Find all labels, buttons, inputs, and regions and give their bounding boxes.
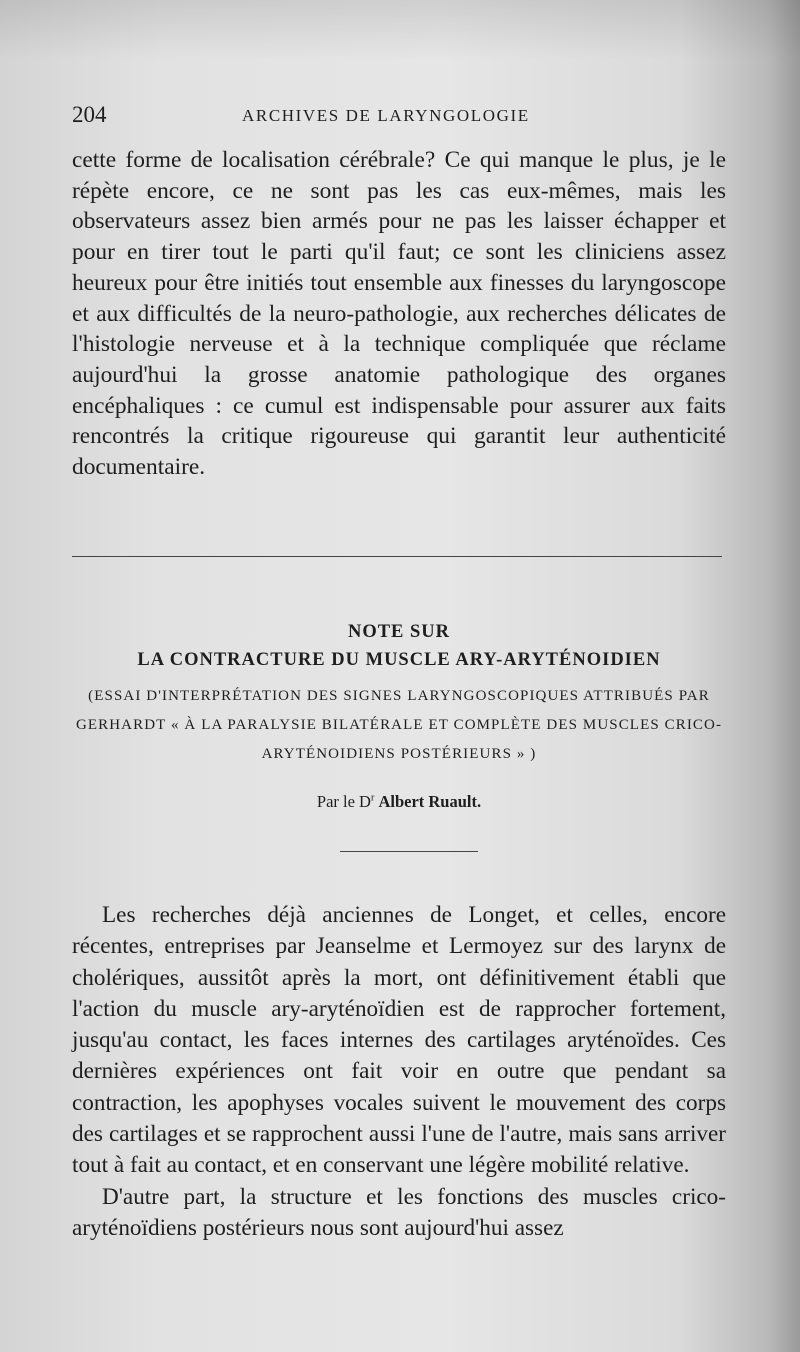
running-title: ARCHIVES DE LARYNGOLOGIE [242,106,530,125]
title-line-1: NOTE SUR [347,622,451,642]
author-superscript: r [370,792,375,804]
continued-paragraph: cette forme de localisation cérébrale? Ce qui manque le plus, je le répète encore, ce ne sont pas les cas eux-mêmes, mais les observateurs assez bien armés pour ne pas les laisser échapper et pour en tirer tout le parti qu'il faut; ce sont les cliniciens assez heureux pour être initiés tout ensemble aux finesses du laryngoscope et aux difficultés de la neuro-pathologie, aux recherches délicates de l'histologie nerveuse et à la technique compliquée que réclame aujourd'hui la grosse anatomie pathologique des organes encéphaliques : ce cumul est indispensable pour assurer aux faits rencontrés la critique rigoureuse qui garantit leur authenticité documentaire. [72,147,726,481]
page-shadow [0,0,800,60]
body-paragraph: Les recherches déjà anciennes de Longet, et celles, encore récentes, entreprises par Jeanselme et Lermoyez sur des larynx de cholériques, aussitôt après la mort, ont définitivement établi que l'action du muscle ary-aryténoïdien est de rapprocher fortement, jusqu'au contact, les faces internes des cartilages aryténoïdes. Ces dernières expériences ont fait voir en outre que pendant sa contraction, les apophyses vocales suivent le mouvement des corps des cartilages et se rapprochent aussi l'une de l'autre, mais sans arriver tout à fait au contact, et en conservant une légère mobilité relative. [72,902,726,1179]
article-subtitle: (ESSAI D'INTERPRÉTATION DES SIGNES LARYNGOSCOPIQUES ATTRIBUÉS PAR GERHARDT « À LA PARALYSIE BILATÉRALE ET COMPLÈTE DES MUSCLES CRICO-ARYTÉNOIDIENS POSTÉRIEURS » ) [75,688,723,762]
title-line-2: LA CONTRACTURE DU MUSCLE ARY-ARYTÉNOIDIEN [137,650,661,670]
body-paragraph: D'autre part, la structure et les fonctions des muscles crico-aryténoïdiens postérieurs nous sont aujourd'hui assez [72,1183,726,1241]
section-divider [72,556,722,557]
author-divider [340,851,478,852]
author-line [72,792,726,812]
article-body [72,900,726,1244]
page-number: 204 [72,102,107,127]
author-name: Albert Ruault. [378,792,482,811]
article-title [72,618,726,674]
page-header [72,96,732,136]
author-prefix: Par le D [316,792,371,811]
